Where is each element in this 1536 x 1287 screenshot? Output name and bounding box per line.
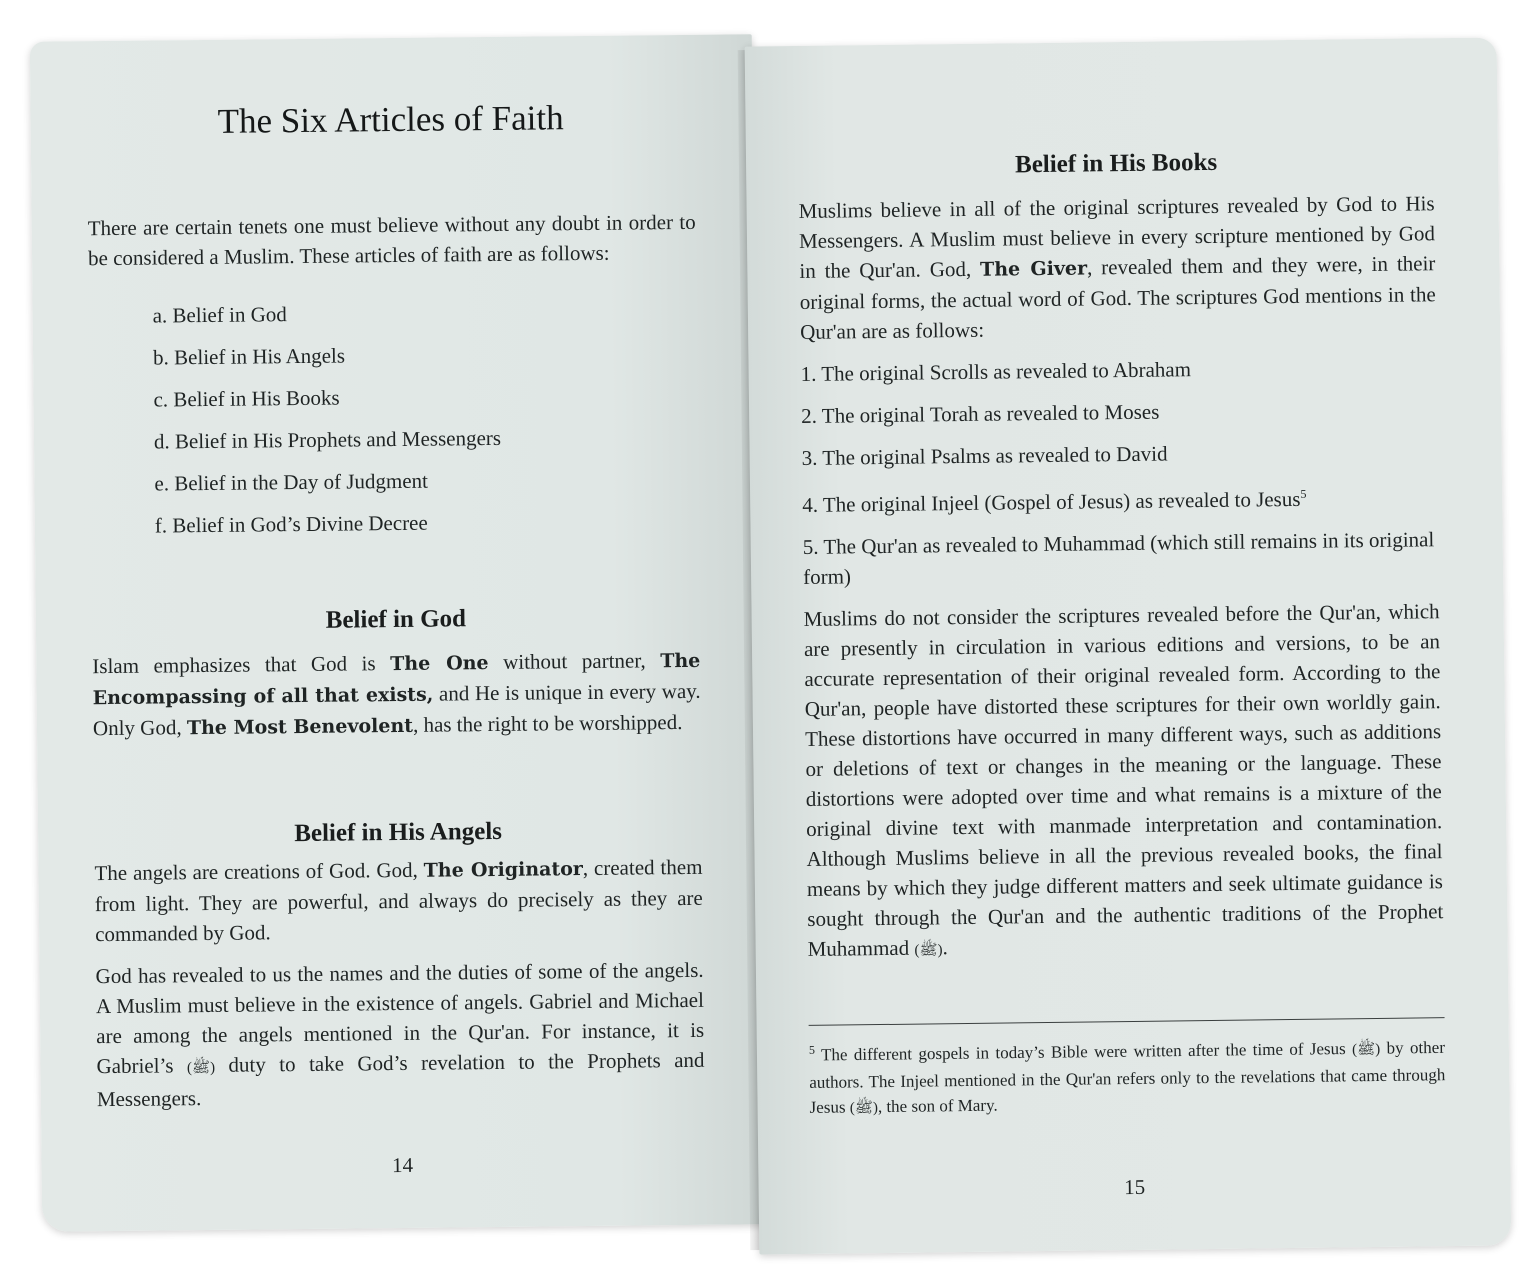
text-run: , created them from light. They are powerful, and always do precisely as they are commanded by God. bbox=[94, 854, 703, 947]
text-run: without partner, bbox=[488, 648, 661, 675]
text-run: and He is unique in every way. Only God, bbox=[92, 678, 701, 741]
divine-name: The Most Benevolent bbox=[186, 714, 414, 740]
text-run: Islam emphasizes that God is bbox=[92, 651, 391, 679]
text-run: Muslims believe in all of the original scriptures revealed by God to His Messengers. A Muslim must believe in every scripture mentioned by God in the Qur'an. God, bbox=[798, 191, 1436, 283]
text-run: God has revealed to us the names and the duties of some of the angels. A Muslim must believe in the existence of angels. Gabriel and Michael are among the angels mentioned in the Qur'an. For instance, it is Gabriel’s bbox=[95, 957, 705, 1079]
left-page bbox=[30, 34, 764, 1231]
list-item: c. Belief in His Books bbox=[153, 385, 340, 412]
footnote-marker: 5 bbox=[1300, 486, 1307, 501]
text-run: Muslims do not consider the scriptures revealed before the Qur'an, which are presently in circulation in various editions and versions, to be an accurate representation of their original revealed form. According to the Qur'an, people have distorted these scriptures for their own worldly gain. These distortions have occurred in many different ways, such as additions or deletions of text or changes in the meaning or the language. These distortions were adopted over time and what remains is a mixture of the original divine text with manmade interpretation and contamination. Although Muslims believe in all the previous revealed books, the final means by which they judge different matters and seek ultimate guidance is sought through the Qur'an and the authentic traditions of the Prophet Muhammad bbox=[803, 599, 1444, 961]
footnote bbox=[809, 1030, 1446, 1121]
honorific-glyph: (ﷺ) bbox=[914, 942, 943, 959]
right-page bbox=[745, 37, 1512, 1254]
text-run: , has the right to be worshipped. bbox=[412, 710, 683, 737]
articles-list bbox=[152, 289, 699, 547]
angels-paragraph-1 bbox=[94, 852, 703, 949]
divine-name: The One bbox=[390, 652, 489, 676]
distortion-paragraph bbox=[803, 596, 1443, 967]
text-run: duty to take God’s revelation to the Prophets and Messengers. bbox=[96, 1047, 705, 1112]
page-number: 14 bbox=[391, 1152, 414, 1178]
divine-name: The Originator bbox=[423, 858, 583, 882]
books-paragraph bbox=[798, 188, 1436, 347]
footnote-marker: 5 bbox=[808, 1042, 815, 1057]
page-title: The Six Articles of Faith bbox=[217, 98, 564, 141]
scriptures-list bbox=[800, 351, 1439, 592]
list-item: f. Belief in God’s Divine Decree bbox=[154, 510, 428, 538]
text-run: . bbox=[942, 935, 948, 960]
section-heading: Belief in His Books bbox=[1014, 148, 1218, 179]
footnote-divider bbox=[809, 1017, 1445, 1026]
god-paragraph bbox=[92, 645, 701, 744]
divine-name: The Giver bbox=[979, 257, 1088, 281]
angels-paragraph-2 bbox=[95, 955, 705, 1114]
page-number: 15 bbox=[1123, 1174, 1146, 1200]
honorific-glyph: (ﷺ) bbox=[849, 1099, 879, 1117]
section-belief-in-angels bbox=[94, 816, 705, 1114]
text-run: 4. The original Injeel (Gospel of Jesus) as revealed to Jesus bbox=[802, 486, 1301, 517]
list-item: 2. The original Torah as revealed to Moses bbox=[801, 399, 1160, 428]
section-heading: Belief in God bbox=[325, 605, 467, 634]
text-run: by other authors. The Injeel mentioned in the Qur'an refers only to the revelations that came through Jesus bbox=[809, 1037, 1446, 1117]
section-belief-in-god bbox=[92, 603, 701, 744]
honorific-glyph: (ﷺ) bbox=[1352, 1041, 1381, 1058]
text-run: , the son of Mary. bbox=[877, 1095, 998, 1116]
list-item: 1. The original Scrolls as revealed to Abraham bbox=[800, 357, 1192, 386]
list-item: a. Belief in God bbox=[152, 302, 287, 328]
list-item: 3. The original Psalms as revealed to David bbox=[801, 441, 1168, 470]
text-run: The different gospels in today’s Bible were written after the time of Jesus bbox=[814, 1038, 1353, 1065]
honorific-glyph: (ﷺ) bbox=[186, 1059, 216, 1077]
section-heading: Belief in His Angels bbox=[294, 817, 503, 848]
text-run: The angels are creations of God. God, bbox=[94, 857, 424, 886]
list-item bbox=[802, 477, 1438, 520]
text-run: , revealed them and they were, in their original forms, the actual word of God. The scriptures God mentions in the Qur'an are as follows: bbox=[799, 251, 1436, 344]
list-item: d. Belief in His Prophets and Messengers bbox=[153, 425, 502, 454]
list-item: e. Belief in the Day of Judgment bbox=[154, 468, 429, 496]
divine-name: The Encompassing of all that exists, bbox=[92, 649, 701, 710]
intro-paragraph: There are certain tenets one must believe without any doubt in order to be considered a Muslim. These articles of faith are as follows: bbox=[87, 209, 696, 271]
list-item: b. Belief in His Angels bbox=[152, 343, 346, 370]
list-item: 5. The Qur'an as revealed to Muhammad (which still remains in its original form) bbox=[802, 527, 1435, 589]
